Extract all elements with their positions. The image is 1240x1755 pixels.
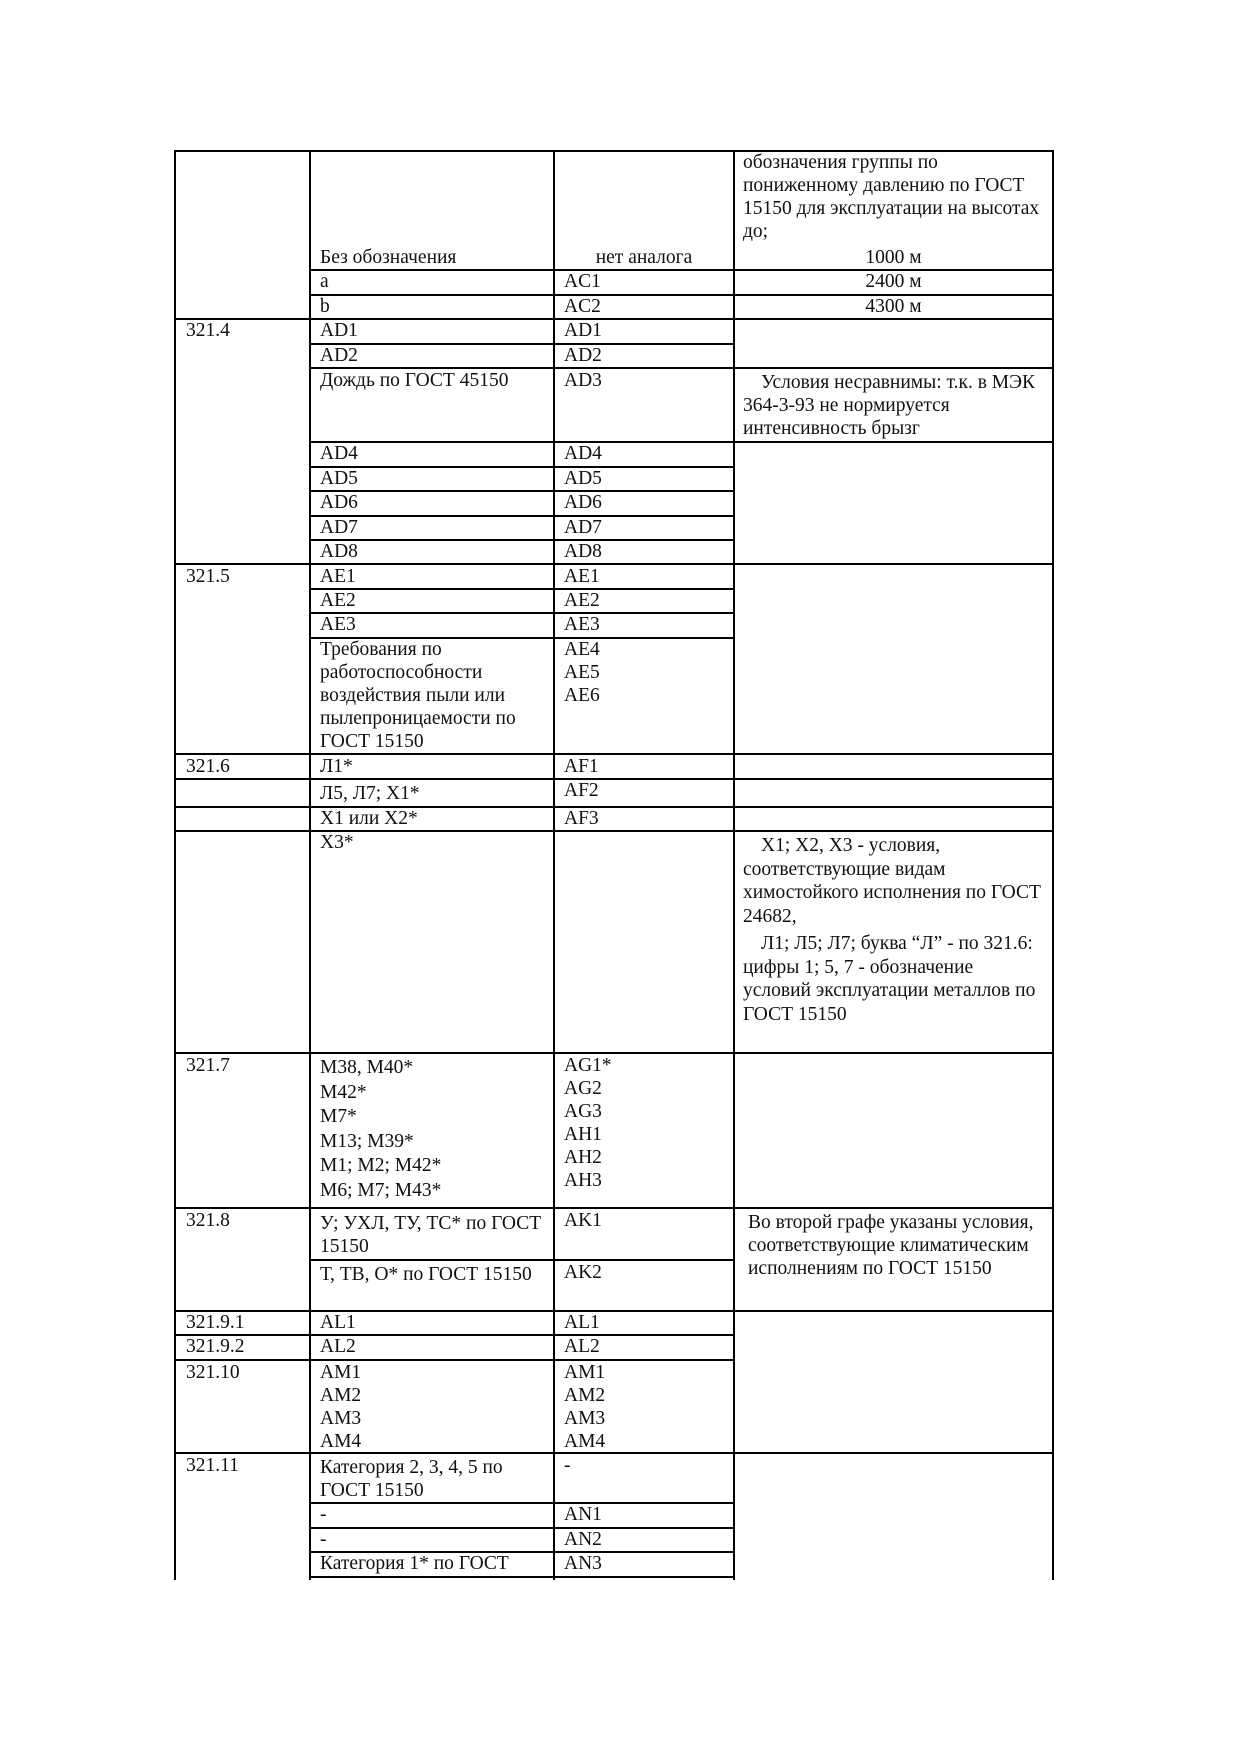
cell-remark-chemical: Х1; Х2, Х3 - условия, соответствующие видам химостойкого исполнения по ГОСТ 24682, <box>743 835 1041 927</box>
cell-section-number: 321.9.2 <box>186 1336 245 1357</box>
cell-designation: AE2 <box>320 590 356 611</box>
cell-analog: AE2 <box>564 590 600 611</box>
cell-designation: AD8 <box>320 541 358 562</box>
cell-analog: AK1 <box>564 1210 602 1231</box>
cell-designation: Дождь по ГОСТ 45150 <box>320 370 509 391</box>
cell-designation: AE1 <box>320 566 356 587</box>
cell-altitude-1000: 1000 м <box>865 247 922 268</box>
cell-analog: AD1 <box>564 320 602 341</box>
cell-designation: Х3* <box>320 832 354 853</box>
cell-designation: AL1 <box>320 1312 356 1333</box>
cell-designation: AD1 <box>320 320 358 341</box>
cell-designation: Категория 1* по ГОСТ <box>320 1553 509 1574</box>
cell-section-number: 321.7 <box>186 1055 230 1076</box>
cell-analog: - <box>564 1455 571 1476</box>
cell-analog: AD5 <box>564 468 602 489</box>
cell-analog: AD4 <box>564 443 602 464</box>
cell-designation: Категория 2, 3, 4, 5 по ГОСТ 15150 <box>320 1457 503 1501</box>
cell-designation-none: Без обозначения <box>320 247 457 268</box>
cell-analog: AF1 <box>564 756 599 777</box>
cell-designation: AD4 <box>320 443 358 464</box>
cell-designation-list: М38, М40* М42* М7* М13; М39* М1; М2; М42* М6; М7; М43* <box>320 1057 442 1201</box>
cell-designation: Л1* <box>320 756 353 777</box>
cell-altitude: 4300 м <box>865 296 922 317</box>
cell-analog: AK2 <box>564 1262 602 1283</box>
cell-remark-metals: Л1; Л5; Л7; буква “Л” - по 321.6: цифры 1; 5, 7 - обозначение условий эксплуатации металлов по ГОСТ 15150 <box>743 933 1036 1025</box>
cell-designation: Л5, Л7; Х1* <box>320 783 420 804</box>
cell-designation: AD5 <box>320 468 358 489</box>
cell-designation: У; УХЛ, ТУ, ТС* по ГОСТ 15150 <box>320 1213 542 1257</box>
cell-designation: a <box>320 271 329 292</box>
cell-designation: b <box>320 296 330 317</box>
cell-designation: Х1 или Х2* <box>320 808 418 829</box>
cell-analog-none: нет аналога <box>595 247 693 268</box>
cell-section-number: 321.5 <box>186 566 230 587</box>
cell-analog: AD8 <box>564 541 602 562</box>
cell-analog-list: AM1 AM2 AM3 AM4 <box>564 1362 606 1452</box>
cell-altitude: 2400 м <box>865 271 922 292</box>
cell-designation: AE3 <box>320 614 356 635</box>
cell-remark-pressure-group: обозначения группы по пониженному давлению по ГОСТ 15150 для эксплуатации на высотах до; <box>743 152 1040 242</box>
cell-designation: - <box>320 1504 327 1525</box>
cell-analog: AL2 <box>564 1336 600 1357</box>
cell-analog: AC2 <box>564 296 601 317</box>
cell-analog: AD3 <box>564 370 602 391</box>
cell-analog: AE1 <box>564 566 600 587</box>
cell-analog-list: AE4 AE5 AE6 <box>564 639 600 706</box>
cell-designation-list: AM1 AM2 AM3 AM4 <box>320 1362 362 1452</box>
cell-section-number: 321.9.1 <box>186 1312 245 1333</box>
cell-analog: AF3 <box>564 808 599 829</box>
cell-section-number: 321.4 <box>186 320 230 341</box>
cell-analog: AD6 <box>564 492 602 513</box>
cell-designation: AL2 <box>320 1336 356 1357</box>
cell-analog: AE3 <box>564 614 600 635</box>
cell-analog: AC1 <box>564 271 601 292</box>
cell-designation: AD2 <box>320 345 358 366</box>
cell-designation: Т, ТВ, О* по ГОСТ 15150 <box>320 1264 532 1285</box>
cell-section-number: 321.10 <box>186 1362 240 1383</box>
cell-analog: AN2 <box>564 1529 602 1550</box>
cell-designation: AD7 <box>320 517 358 538</box>
cell-designation-dust: Требования по работоспособности воздействия пыли или пылепроницаемости по ГОСТ 15150 <box>320 639 516 752</box>
cell-analog-list: AG1* AG2 AG3 AH1 AH2 AH3 <box>564 1055 612 1191</box>
cell-designation: AD6 <box>320 492 358 513</box>
cell-analog: AD7 <box>564 517 602 538</box>
cell-remark-climatic: Во второй графе указаны условия, соответствующие климатическим исполнениям по ГОСТ 15150 <box>748 1212 1034 1279</box>
cell-analog: AF2 <box>564 780 599 801</box>
cell-section-number: 321.6 <box>186 756 230 777</box>
cell-section-number: 321.8 <box>186 1210 230 1231</box>
cell-analog: AN3 <box>564 1553 602 1574</box>
cell-analog: AL1 <box>564 1312 600 1333</box>
cell-designation: - <box>320 1529 327 1550</box>
cell-analog: AN1 <box>564 1504 602 1525</box>
cell-remark-incomparable: Условия несравнимы: т.к. в МЭК 364-3-93 не нормируется интенсивность брызг <box>743 372 1035 439</box>
cell-analog: AD2 <box>564 345 602 366</box>
cell-section-number: 321.11 <box>186 1455 239 1476</box>
